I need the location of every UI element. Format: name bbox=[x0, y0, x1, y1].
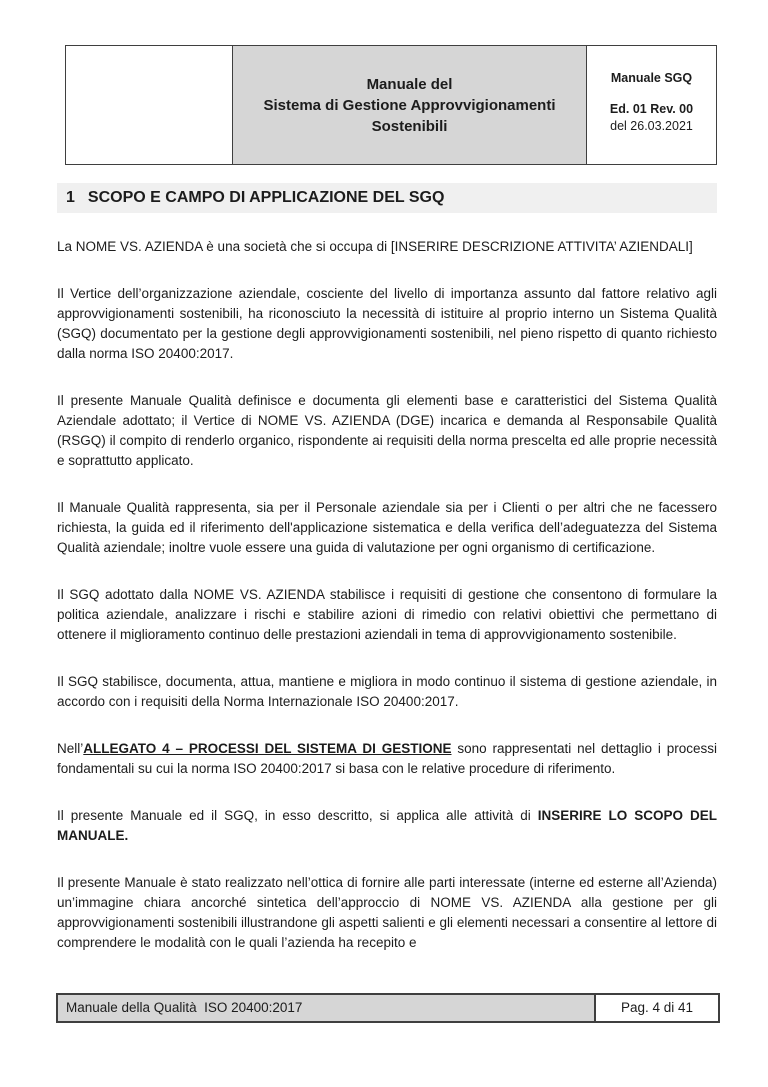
header-title-line: Manuale del bbox=[366, 75, 453, 93]
section-number: 1 bbox=[66, 189, 75, 206]
paragraph-text-run: Il SGQ adottato dalla NOME VS. AZIENDA stabilisce i requisiti di gestione che consentono di formulare la politica aziendale, analizzare i rischi e stabilire azioni di rimedio con relativi obiettivi che permettano di ottenere il miglioramento continuo delle prestazioni aziendali in tema di approvvigionamento sostenibile. bbox=[57, 587, 717, 642]
paragraph-text-run: Il Vertice dell’organizzazione aziendale, cosciente del livello di importanza assunto dal fattore relativo agli approvvigionamenti sostenibili, ha riconosciuto la necessità di istituire al proprio interno un Sistema Qualità (SGQ) documentato per la gestione degli approvvigionamenti sostenibili, nel pieno rispetto di quanto richiesto dalla norma ISO 20400:2017. bbox=[57, 286, 717, 361]
header-title-line: Sistema di Gestione Approvvigionamenti bbox=[263, 96, 556, 114]
header-meta-cell bbox=[587, 45, 717, 165]
paragraph bbox=[57, 873, 717, 953]
paragraph-text-run: Il Manuale Qualità rappresenta, sia per il Personale aziendale sia per i Clienti o per altri che ne facessero richiesta, la guida ed il riferimento dell'applicazione sistematica e della verifica dell’adeguatezza del Sistema Qualità aziendale; inoltre vuole essere una guida di valutazione per ogni organismo di certificazione. bbox=[57, 500, 717, 555]
paragraph-text-run: La NOME VS. AZIENDA è una società che si occupa di [INSERIRE DESCRIZIONE ATTIVITA’ AZIENDALI] bbox=[57, 239, 693, 254]
section-title: SCOPO E CAMPO DI APPLICAZIONE DEL SGQ bbox=[87, 189, 445, 206]
paragraph-text-run: Il presente Manuale Qualità definisce e documenta gli elementi base e caratteristici del Sistema Qualità Aziendale adottato; il Vertice di NOME VS. AZIENDA (DGE) incarica e demanda al Responsabile Qualità (RSGQ) il compito di renderlo organico, rispondente ai requisiti della norma prescelta ed alle proprie necessità e soprattutto applicato. bbox=[57, 393, 717, 468]
doc-code: Manuale SGQ bbox=[610, 71, 693, 85]
paragraph bbox=[57, 739, 717, 779]
paragraph-emphasis-run: ALLEGATO 4 – PROCESSI DEL SISTEMA DI GESTIONE bbox=[83, 741, 452, 756]
document-header bbox=[65, 45, 717, 165]
header-logo-placeholder-cell bbox=[65, 45, 233, 165]
paragraph-text-run: sono rappresentati nel dettaglio i processi fondamentali su cui la norma ISO 20400:2017 si basa con le relative procedure di riferimento. bbox=[57, 741, 718, 776]
header-title-cell bbox=[233, 45, 587, 165]
paragraph bbox=[57, 806, 717, 846]
paragraph bbox=[57, 391, 717, 471]
paragraph bbox=[57, 498, 717, 558]
footer-page-number: Pag. 4 di 41 bbox=[596, 995, 718, 1021]
paragraph-emphasis-run: INSERIRE LO SCOPO DEL MANUALE. bbox=[57, 808, 717, 843]
paragraph-text-run: Il presente Manuale ed il SGQ, in esso descritto, si applica alle attività di bbox=[57, 808, 538, 823]
header-title-line: Sostenibili bbox=[371, 117, 448, 135]
paragraph bbox=[57, 284, 717, 364]
footer-document-name: Manuale della Qualità ISO 20400:2017 bbox=[58, 995, 596, 1021]
paragraph bbox=[57, 585, 717, 645]
paragraph-text-run: Il presente Manuale è stato realizzato nell’ottica di fornire alle parti interessate (interne ed esterne all’Azienda) un’immagine chiara ancorché sintetica dell’approccio di NOME VS. AZIENDA alla gestione per gli approvvigionamenti sostenibili illustrandone gli aspetti salienti e gli elementi necessari a consentire al lettore di comprendere le modalità con le quali l’azienda ha recepito e bbox=[57, 875, 717, 950]
doc-date: del 26.03.2021 bbox=[610, 119, 693, 133]
document-body bbox=[57, 237, 717, 980]
paragraph bbox=[57, 672, 717, 712]
paragraph-text-run: Nell’ bbox=[57, 741, 84, 756]
section-heading bbox=[57, 183, 717, 213]
doc-edition-revision: Ed. 01 Rev. 00 bbox=[609, 102, 694, 116]
paragraph bbox=[57, 237, 717, 257]
paragraph-text-run: Il SGQ stabilisce, documenta, attua, mantiene e migliora in modo continuo il sistema di gestione aziendale, in accordo con i requisiti della Norma Internazionale ISO 20400:2017. bbox=[57, 674, 717, 709]
document-footer bbox=[56, 993, 720, 1023]
